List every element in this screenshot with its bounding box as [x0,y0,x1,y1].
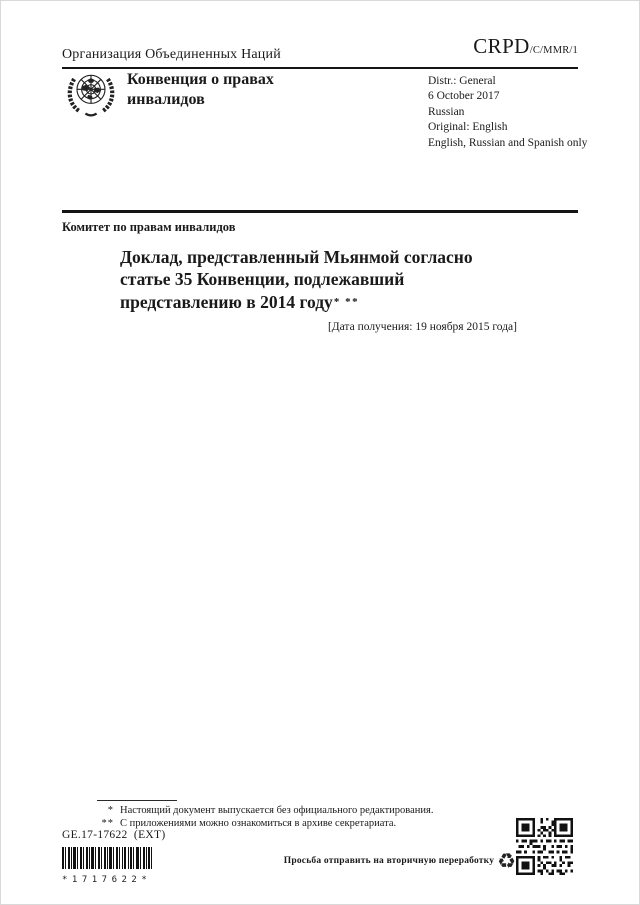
publication-title [127,70,274,110]
document-title-line: Доклад, представленный Мьянмой согласно [120,247,473,267]
document-title [120,246,528,313]
publication-title-line: Конвенция о правах [127,71,274,88]
recycle-note [0,850,516,872]
publication-title-line: инвалидов [127,91,205,108]
footnote-reference-asterisks: * ** [333,295,360,308]
footnote-divider [97,800,177,801]
distr-line: Russian [428,105,465,118]
recycle-text: Просьба отправить на вторичную переработку [283,856,495,866]
recycle-icon: ♻ [497,849,516,873]
doc-symbol [473,34,578,63]
distr-line: English, Russian and Spanish only [428,136,588,149]
distr-line: 6 October 2017 [428,90,500,103]
distr-line: Distr.: General [428,75,496,87]
doc-symbol-suffix: /C/MMR/1 [529,45,578,56]
un-emblem-icon [63,66,119,122]
footnote-text: С приложениями можно ознакомиться в архиве секретариата. [120,817,397,829]
footnote-marker: * [107,805,114,816]
qr-code-icon [516,818,573,875]
section-divider [62,210,578,213]
doc-symbol-main: CRPD [473,34,530,58]
distribution-block [428,74,587,151]
org-name: Организация Объединенных Наций [62,47,281,62]
footnote-text: Настоящий документ выпускается без официального редактирования. [120,805,434,816]
footnote [62,805,512,818]
footnote-marker: ** [101,817,114,829]
document-title-line: представлению в 2014 году* ** [120,291,360,312]
footnotes [62,805,512,830]
date-received: [Дата получения: 19 ноября 2015 года] [327,321,517,333]
committee-heading: Комитет по правам инвалидов [62,220,236,234]
document-title-line: статье 35 Конвенции, подлежавший [120,269,405,290]
distr-line: Original: English [428,121,508,134]
ge-document-number: GE.17-17622 (EXT) [62,829,166,841]
barcode-digits: *1717622* [62,875,152,885]
header [62,34,578,69]
